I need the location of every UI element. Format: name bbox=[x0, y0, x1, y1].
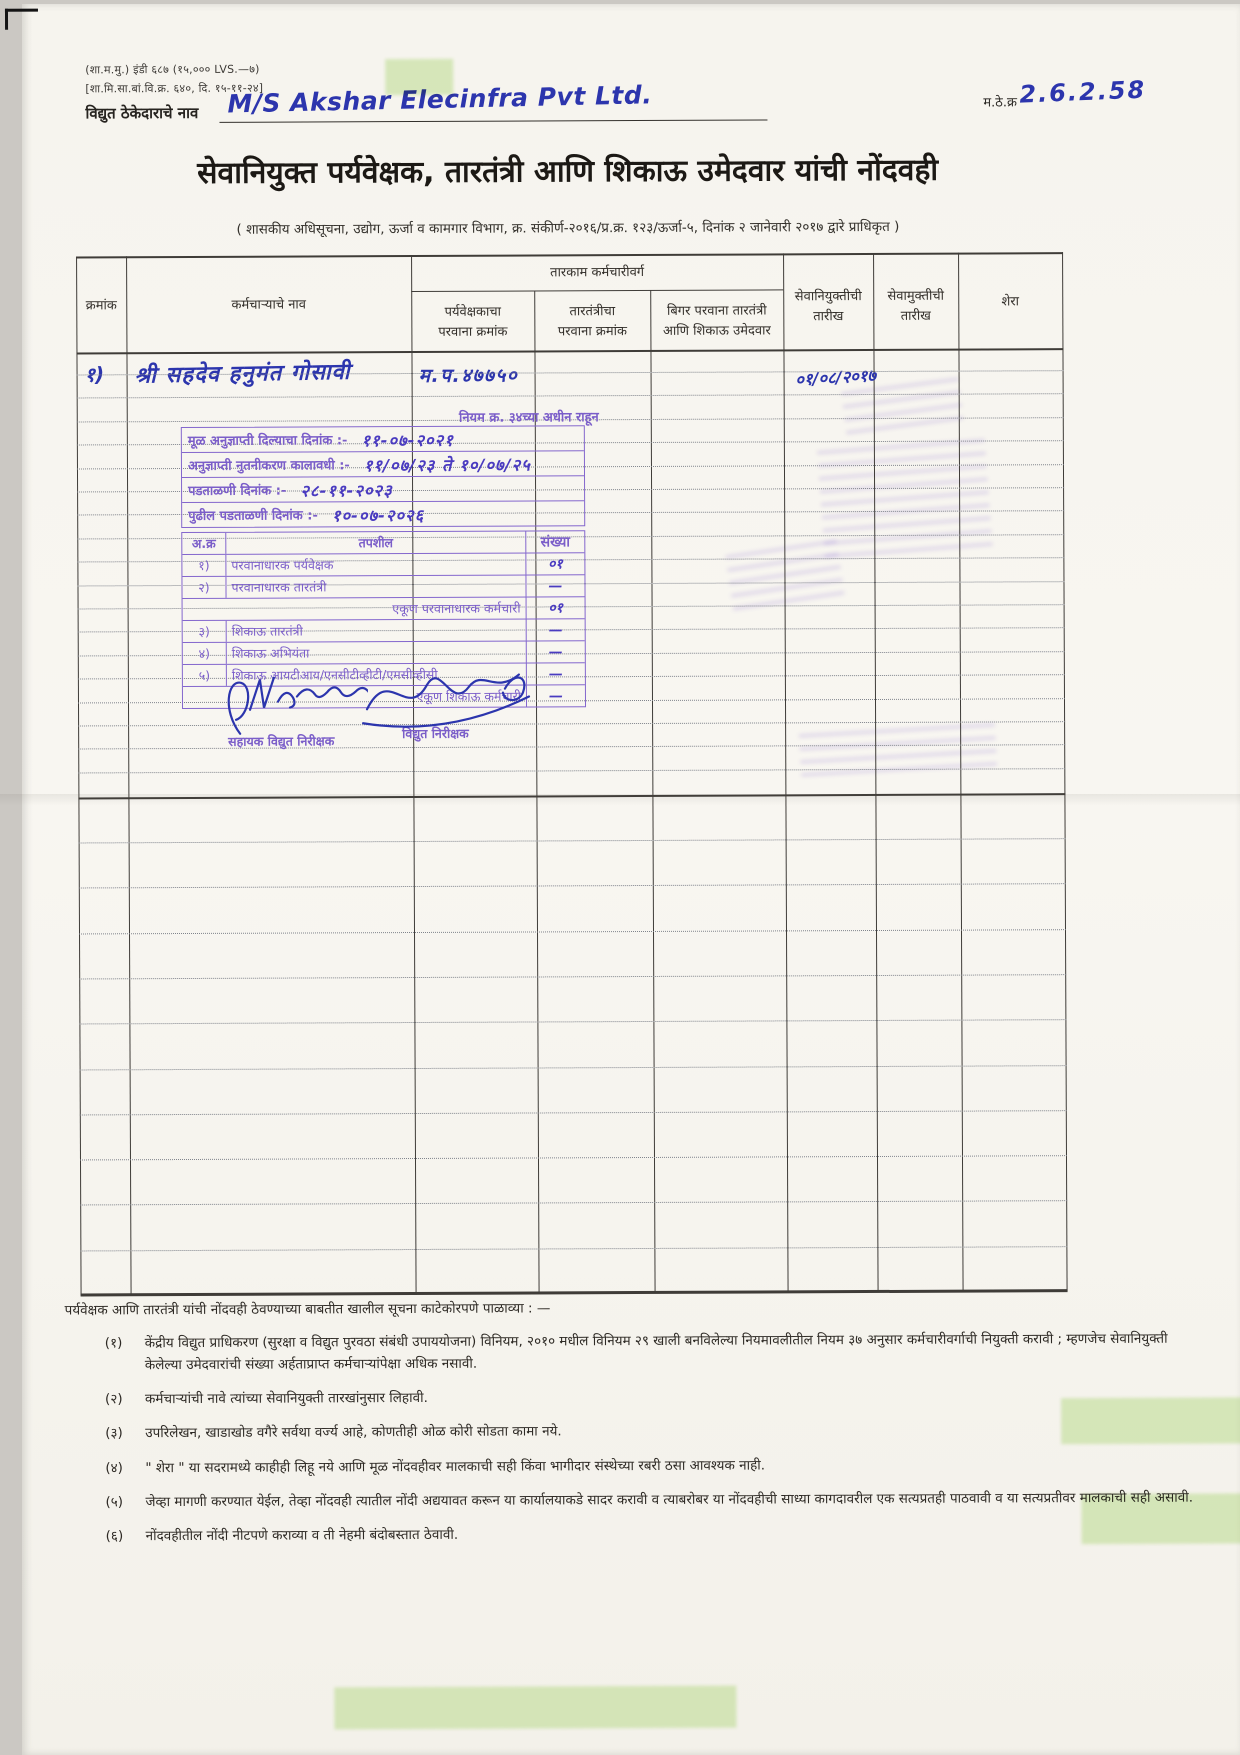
green-scan-artifact bbox=[334, 1686, 736, 1730]
instruction-number: (३) bbox=[105, 1425, 123, 1442]
signature-left-designation: सहायक विद्युत निरीक्षक bbox=[228, 733, 335, 749]
dotted-row-line bbox=[79, 929, 1066, 934]
dotted-row-line bbox=[79, 1019, 1066, 1024]
row-count: — bbox=[548, 577, 563, 594]
table-vline bbox=[1062, 252, 1068, 1291]
contractor-name-label: विद्युत ठेकेदाराचे नाव bbox=[85, 103, 199, 123]
signature-left bbox=[218, 667, 368, 740]
instruction-text: उपरिलेखन, खाडाखोड वगैरे सर्वथा वर्ज्य आहे, कोणतीही ओळ कोरी सोडता कामा नये. bbox=[145, 1423, 562, 1442]
dotted-row-line bbox=[80, 1201, 1067, 1206]
column-header-name: कर्मचाऱ्याचे नाव bbox=[231, 297, 307, 313]
row-count: ०१ bbox=[548, 600, 563, 617]
instruction-number: (४) bbox=[105, 1459, 123, 1476]
table-vline bbox=[873, 253, 879, 1292]
row-no: १) bbox=[182, 555, 226, 576]
column-header-appointment-date-1: सेवानियुक्तीची bbox=[794, 289, 862, 305]
row-count: — bbox=[548, 621, 563, 638]
column-header-supervisor-license-2: परवाना क्रमांक bbox=[438, 324, 508, 340]
dotted-row-line bbox=[80, 1246, 1067, 1251]
row-no: ४) bbox=[183, 643, 227, 664]
instruction-item bbox=[105, 1488, 1193, 1514]
row-detail: परवानाधारक पर्यवेक्षक bbox=[226, 554, 526, 576]
stamp-table-header-count: संख्या bbox=[540, 534, 571, 551]
entry-appointment-date: ०१/०८/२०१७ bbox=[794, 365, 877, 390]
instruction-item bbox=[105, 1385, 1193, 1411]
instructions-intro: पर्यवेक्षक आणि तारतंत्री यांची नोंदवही ठेवण्याच्या बाबतीत खालील सूचना काटेकोरपणे पाळाव्या : — bbox=[64, 1300, 551, 1319]
instruction-number: (२) bbox=[105, 1391, 123, 1408]
table-vline bbox=[783, 253, 789, 1292]
signature-right-designation: विद्युत निरीक्षक bbox=[402, 725, 469, 742]
row-detail-total: एकूण परवानाधारक कर्मचारी bbox=[183, 598, 527, 621]
stamp-date-box bbox=[181, 425, 585, 528]
dotted-row-line bbox=[79, 974, 1066, 979]
column-header-wireman-license-1: तारतंत्रीचा bbox=[569, 304, 616, 320]
registration-number-value: 2.6.2.58 bbox=[1018, 75, 1147, 109]
table-vline bbox=[650, 290, 656, 1293]
row-count: — bbox=[548, 643, 563, 660]
dotted-row-line bbox=[77, 394, 1064, 399]
column-header-unlicensed-1: बिगर परवाना तारतंत्री bbox=[666, 303, 767, 319]
instruction-item bbox=[105, 1453, 1193, 1479]
stamp-table-header-row bbox=[182, 531, 584, 554]
column-header-remark: शेरा bbox=[1001, 294, 1020, 310]
stamp-table-row bbox=[182, 552, 584, 576]
dotted-row-line bbox=[78, 745, 1065, 750]
row-no: ५) bbox=[183, 665, 227, 686]
column-header-relieving-date-1: सेवामुक्तीची bbox=[887, 288, 945, 304]
dotted-row-line bbox=[78, 768, 1065, 773]
instruction-number: (१) bbox=[104, 1335, 123, 1352]
stamp-original-license-date-label: मूळ अनुज्ञाप्ती दिल्याचा दिनांक :- bbox=[187, 433, 348, 449]
column-header-relieving-date-2: तारीख bbox=[900, 308, 931, 324]
row-count: ०१ bbox=[548, 556, 563, 573]
column-header-supervisor-license-1: पर्यवेक्षकाचा bbox=[444, 304, 502, 320]
column-header-serial: क्रमांक bbox=[85, 298, 117, 314]
stamp-verification-date-value: २८-११-२०२३ bbox=[300, 480, 393, 501]
entry-employee-name: श्री सहदेव हनुमंत गोसावी bbox=[134, 359, 351, 389]
stamp-table-row bbox=[182, 574, 584, 598]
instructions-section bbox=[65, 1296, 1194, 1548]
stamp-verification-date-label: पडताळणी दिनांक :- bbox=[188, 483, 287, 499]
dotted-row-line bbox=[79, 883, 1066, 888]
instruction-item bbox=[105, 1329, 1193, 1376]
row-detail: शिकाऊ आयटीआय/एनसीटीव्हीटी/एमसीव्हीसी bbox=[227, 664, 527, 686]
header-bottom-border bbox=[76, 348, 1063, 354]
signature-right bbox=[355, 656, 545, 741]
row-detail-total: एकूण शिकाऊ कर्मचारी bbox=[183, 686, 527, 709]
instruction-text: कर्मचाऱ्यांची नावे त्यांच्या सेवानियुक्ती तारखांनुसार लिहावी. bbox=[145, 1389, 428, 1408]
row-count: — bbox=[548, 665, 563, 682]
green-scan-artifact bbox=[1061, 1397, 1240, 1444]
stamp-table-total-row bbox=[183, 596, 585, 620]
table-top-border bbox=[76, 252, 1063, 259]
stamp-table-header-detail: तपशील bbox=[226, 532, 526, 554]
table-vline bbox=[126, 256, 132, 1295]
dotted-row-line bbox=[79, 838, 1066, 843]
instruction-text: नोंदवहीतील नोंदी नीटपणे कराव्या व ती नेहमी बंदोबस्तात ठेवावी. bbox=[145, 1527, 459, 1545]
fold-crease bbox=[0, 794, 1240, 812]
stamp-renewal-period-value: ११/०७/२३ ते १०/०७/२५ bbox=[363, 454, 531, 475]
table-vline bbox=[958, 253, 964, 1292]
instruction-text: जेव्हा मागणी करण्यात येईल, तेव्हा नोंदवही त्यातील नोंदी अद्ययावत करून या कार्यालयाकडे सादर करावी व त्याबरोबर या नोंदवहीची साध्या कागदावरील एक सत्यप्रतही पाठवावी व या सत्यप्रतीवर मालकाची सही असावी. bbox=[145, 1489, 1194, 1511]
dotted-row-line bbox=[80, 1065, 1067, 1070]
row-count: — bbox=[548, 687, 564, 704]
green-scan-artifact bbox=[1081, 1493, 1240, 1544]
instruction-number: (५) bbox=[105, 1494, 124, 1511]
column-header-appointment-date-2: तारीख bbox=[813, 308, 844, 324]
table-vline bbox=[76, 256, 82, 1295]
registration-number-label: म.ठे.क्र bbox=[983, 95, 1018, 111]
entry-supervisor-license-number: म.प.४७७५० bbox=[418, 364, 519, 387]
instruction-item bbox=[105, 1419, 1193, 1445]
stamp-next-verification-label: पुढील पडताळणी दिनांक :- bbox=[188, 508, 318, 524]
group-header-divider bbox=[411, 289, 783, 292]
instruction-number: (६) bbox=[105, 1528, 124, 1545]
page-subtitle: ( शासकीय अधिसूचना, उद्योग, ऊर्जा व कामगार विभाग, क्र. संकीर्ण-२०१६/प्र.क्र. १२३/ऊर्जा-५, दिनांक २ जानेवारी २०१७ द्वारे प्राधिकृत ) bbox=[236, 218, 900, 238]
form-reference-line2: [शा.मि.सा.बां.वि.क्र. ६४०, दि. १५-११-२४] bbox=[85, 81, 264, 96]
row-detail: परवानाधारक तारतंत्री bbox=[226, 576, 526, 598]
dotted-row-line bbox=[80, 1110, 1067, 1115]
page-title: सेवानियुक्त पर्यवेक्षक, तारतंत्री आणि शिकाऊ उमेदवार यांची नोंदवही bbox=[197, 152, 939, 191]
stamp-verification-date-label-row bbox=[182, 475, 584, 502]
column-header-group: तारकाम कर्मचारीवर्ग bbox=[550, 264, 645, 281]
dotted-row-line bbox=[80, 1155, 1067, 1160]
stamp-table-header-no: अ.क्र bbox=[182, 533, 226, 554]
stamp-original-license-date-value: ११-०७-२०२१ bbox=[361, 430, 454, 450]
stamp-next-verification-row bbox=[182, 500, 584, 527]
row-detail: शिकाऊ अभियंता bbox=[227, 642, 527, 664]
instruction-text: केंद्रीय विद्युत प्राधिकरण (सुरक्षा व विद्युत पुरवठा संबंधी उपाययोजना) विनियम, २०१० मधील विनियम २९ खाली बनविलेल्या नियमावलीतील नियम ३७ अनुसार कर्मचारीवर्गाची नियुक्ती करावी ; म्हणजेच सेवानियुक्ती केलेल्या उमेदवारांची संख्या अर्हताप्राप्त कर्मचाऱ्यांपेक्षा अधिक नसावी. bbox=[144, 1330, 1168, 1373]
stamp-renewal-period-label: अनुज्ञाप्ती नुतनीकरण कालावधी :- bbox=[187, 458, 350, 474]
row-detail: शिकाऊ तारतंत्री bbox=[227, 620, 527, 642]
stamp-next-verification-value: १०-०७-२०२६ bbox=[331, 505, 425, 525]
stamp-date-row bbox=[182, 450, 584, 477]
column-header-unlicensed-2: आणि शिकाऊ उमेदवार bbox=[662, 322, 771, 339]
entry-serial: १) bbox=[84, 362, 105, 387]
row-no: ३) bbox=[183, 621, 227, 642]
contractor-name-handwritten: M/S Akshar Elecinfra Pvt Ltd. bbox=[227, 80, 653, 119]
green-scan-artifact bbox=[385, 59, 453, 95]
stamp-rule-line: नियम क्र. ३४च्या अधीन राहून bbox=[458, 410, 599, 426]
stamp-table-row bbox=[183, 618, 585, 642]
stamp-date-row bbox=[182, 426, 584, 452]
form-reference-line1: (शा.म.मु.) इंडी ६८७ (१५,००० LVS.—७) bbox=[85, 62, 260, 77]
table-bottom-border bbox=[81, 1289, 1068, 1296]
column-header-wireman-license-2: परवाना क्रमांक bbox=[557, 323, 627, 339]
row-no: २) bbox=[182, 577, 226, 598]
instruction-text: " शेरा " या सदरामध्ये काहीही लिहू नये आणि मूळ नोंदवहीवर मालकाची सही किंवा भागीदार संस्थेच्या रबरी ठसा आवश्यक नाही. bbox=[145, 1457, 766, 1476]
